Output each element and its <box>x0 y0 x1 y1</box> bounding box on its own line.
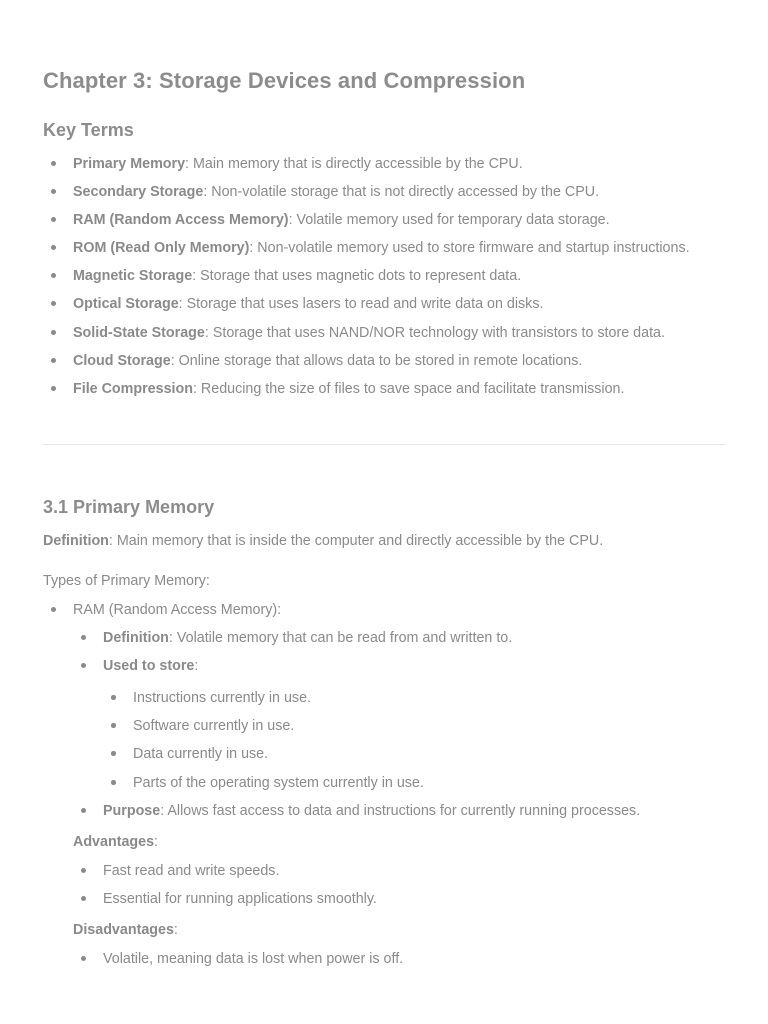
bullet-icon <box>51 217 56 222</box>
bullet-icon <box>51 161 56 166</box>
key-terms-heading: Key Terms <box>43 120 134 140</box>
key-term-item <box>43 178 743 206</box>
advantage-item <box>73 890 377 908</box>
section-divider <box>43 444 726 445</box>
key-term-desc: : Main memory that is directly accessible by the CPU. <box>185 156 523 172</box>
disadvantages-heading <box>73 922 178 938</box>
advantage-text: Essential for running applications smoothly. <box>103 891 377 907</box>
key-term-label: File Compression <box>73 380 193 397</box>
disadvantage-text: Volatile, meaning data is lost when power is off. <box>103 951 404 967</box>
key-term-label: Cloud Storage <box>73 352 171 369</box>
bullet-icon <box>111 723 116 728</box>
ram-used-colon: : <box>194 658 199 674</box>
used-item-text: Data currently in use. <box>133 746 269 762</box>
advantage-text: Fast read and write speeds. <box>103 863 280 879</box>
key-term-desc: : Non-volatile memory used to store firmware and startup instructions. <box>249 240 690 257</box>
advantages-label: Advantages <box>73 834 155 850</box>
key-term-label: Optical Storage <box>73 296 179 313</box>
key-terms-list <box>43 150 743 403</box>
types-label: Types of Primary Memory <box>43 573 206 589</box>
bullet-icon <box>111 751 116 756</box>
used-list-item <box>103 689 311 707</box>
ram-used-item <box>73 657 198 675</box>
key-term-desc: : Non-volatile storage that is not directly accessed by the CPU. <box>203 184 600 201</box>
bullet-icon <box>81 868 86 873</box>
disadvantages-label: Disadvantages <box>73 922 174 938</box>
bullet-icon <box>51 330 56 335</box>
ram-purpose-item <box>73 802 640 820</box>
key-term-item <box>43 150 743 178</box>
used-list-item <box>103 745 268 763</box>
bullet-icon <box>51 273 56 278</box>
key-term-label: Secondary Storage <box>73 184 204 201</box>
definition-paragraph <box>43 533 603 549</box>
bullet-icon <box>51 386 56 391</box>
bullet-icon <box>81 808 86 813</box>
key-term-label: Magnetic Storage <box>73 268 193 285</box>
bullet-icon <box>51 245 56 250</box>
types-paragraph <box>43 573 210 589</box>
advantages-heading <box>73 834 158 850</box>
bullet-icon <box>111 780 116 785</box>
used-list-item <box>103 717 294 735</box>
bullet-icon <box>81 956 86 961</box>
used-list-item <box>103 774 424 792</box>
key-term-item <box>43 234 743 262</box>
ram-label: RAM (Random Access Memory) <box>73 602 278 618</box>
ram-purpose-text: : Allows fast access to data and instructions for currently running processes. <box>160 803 641 819</box>
ram-definition-label: Definition <box>103 630 169 646</box>
bullet-icon <box>51 189 56 194</box>
key-term-item <box>43 206 743 234</box>
types-colon: : <box>205 573 210 589</box>
bullet-icon <box>111 695 116 700</box>
key-term-item <box>43 290 743 318</box>
bullet-icon <box>81 663 86 668</box>
key-term-label: Primary Memory <box>73 156 186 172</box>
chapter-title: Chapter 3: Storage Devices and Compression <box>43 68 526 93</box>
used-item-text: Parts of the operating system currently in use. <box>133 775 424 791</box>
key-term-item <box>43 375 743 403</box>
advantage-item <box>73 862 279 880</box>
used-item-text: Instructions currently in use. <box>133 690 311 706</box>
disadvantage-item <box>73 950 403 968</box>
key-term-desc: : Storage that uses lasers to read and write data on disks. <box>178 296 544 313</box>
disadvantages-colon: : <box>173 922 178 938</box>
bullet-icon <box>81 896 86 901</box>
section-heading: 3.1 Primary Memory <box>43 497 215 517</box>
key-term-desc: : Online storage that allows data to be stored in remote locations. <box>170 352 583 369</box>
ram-purpose-label: Purpose <box>103 803 161 819</box>
bullet-icon <box>51 301 56 306</box>
bullet-icon <box>81 635 86 640</box>
key-term-label: Solid-State Storage <box>73 324 205 341</box>
definition-text: : Main memory that is inside the computer and directly accessible by the CPU. <box>108 533 604 549</box>
key-term-desc: : Reducing the size of files to save space and facilitate transmission. <box>192 380 625 397</box>
bullet-icon <box>51 358 56 363</box>
definition-label: Definition <box>43 533 109 549</box>
key-term-label: RAM (Random Access Memory) <box>73 212 289 229</box>
key-term-label: ROM (Read Only Memory) <box>73 240 250 257</box>
key-term-item <box>43 319 743 347</box>
ram-colon: : <box>277 602 282 618</box>
ram-item <box>43 601 281 619</box>
bullet-icon <box>51 607 56 612</box>
key-term-desc: : Volatile memory used for temporary data storage. <box>288 212 610 229</box>
ram-used-label: Used to store <box>103 658 195 674</box>
key-term-item <box>43 347 743 375</box>
ram-definition-item <box>73 629 512 647</box>
used-item-text: Software currently in use. <box>133 718 295 734</box>
ram-definition-text: : Volatile memory that can be read from and written to. <box>168 630 513 646</box>
advantages-colon: : <box>154 834 159 850</box>
key-term-item <box>43 262 743 290</box>
key-term-desc: : Storage that uses NAND/NOR technology with transistors to store data. <box>204 324 665 341</box>
key-term-desc: : Storage that uses magnetic dots to represent data. <box>192 268 522 285</box>
